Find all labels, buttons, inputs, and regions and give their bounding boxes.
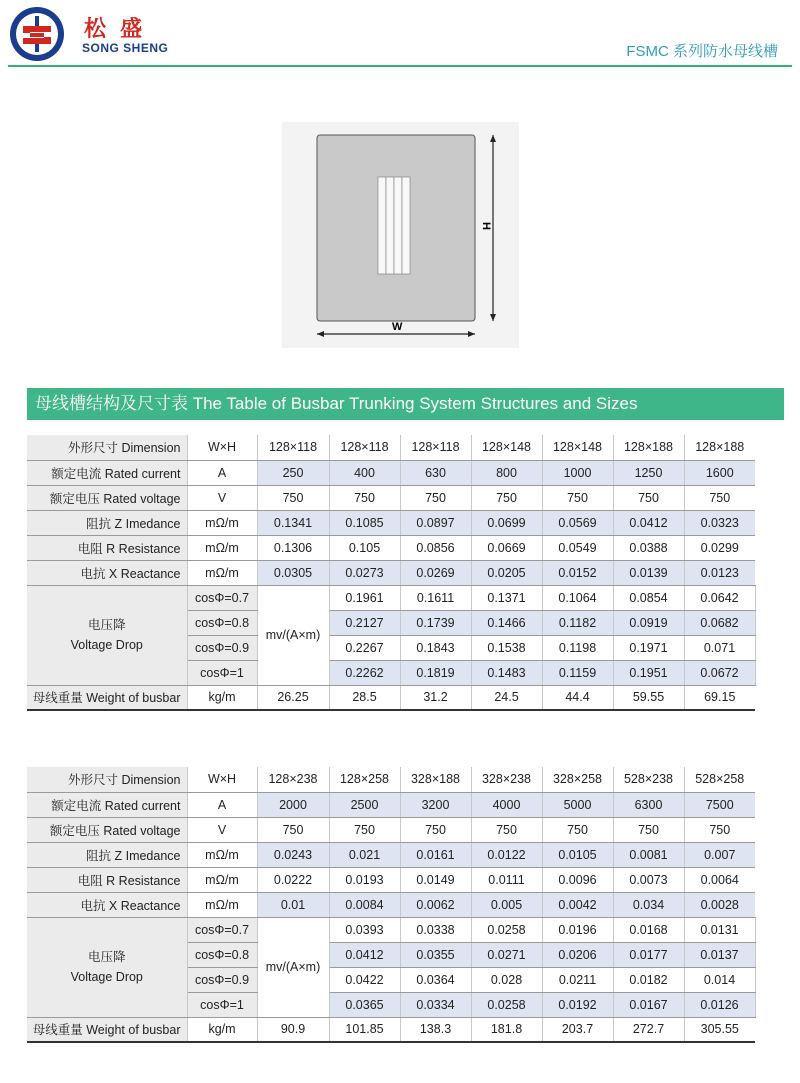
voltage-value: 750 <box>542 817 613 842</box>
voltage-drop-value: 0.0177 <box>613 942 684 967</box>
cos-phi-cos08: cosΦ=0.8 <box>187 610 257 635</box>
voltage-drop-value: 0.014 <box>684 967 755 992</box>
weight-value: 24.5 <box>471 685 542 710</box>
voltage-drop-value: 0.1483 <box>471 660 542 685</box>
voltage-drop-value: 0.0338 <box>400 917 471 942</box>
impedance-value: 0.0323 <box>684 510 755 535</box>
resistance-value: 0.105 <box>329 535 400 560</box>
voltage-drop-value: 0.0412 <box>329 942 400 967</box>
voltage-value: 750 <box>471 817 542 842</box>
unit-reactance: mΩ/m <box>187 560 257 585</box>
voltage-drop-value: 0.0365 <box>329 992 400 1017</box>
height-dimension-label: H <box>480 222 492 230</box>
row-label-weight: 母线重量 Weight of busbar <box>27 685 187 710</box>
row-label-resistance: 电阻 R Resistance <box>27 535 187 560</box>
dimension-value: 128×238 <box>257 767 329 792</box>
impedance-value: 0.0243 <box>257 842 329 867</box>
dimension-value: 328×188 <box>400 767 471 792</box>
impedance-value: 0.1085 <box>329 510 400 535</box>
reactance-value: 0.034 <box>613 892 684 917</box>
reactance-value: 0.0269 <box>400 560 471 585</box>
weight-value: 69.15 <box>684 685 755 710</box>
unit-impedance: mΩ/m <box>187 842 257 867</box>
impedance-value: 0.0897 <box>400 510 471 535</box>
weight-value: 59.55 <box>613 685 684 710</box>
voltage-drop-value: 0.1971 <box>613 635 684 660</box>
voltage-drop-value: 0.0422 <box>329 967 400 992</box>
weight-value: 181.8 <box>471 1017 542 1042</box>
cos-phi-cos07: cosΦ=0.7 <box>187 917 257 942</box>
row-label-dimension: 外形尺寸 Dimension <box>27 767 187 792</box>
dimension-value: 128×188 <box>684 435 755 460</box>
unit-weight: kg/m <box>187 685 257 710</box>
resistance-value: 0.0549 <box>542 535 613 560</box>
impedance-value: 0.0699 <box>471 510 542 535</box>
current-value: 400 <box>329 460 400 485</box>
voltage-drop-value: 0.1819 <box>400 660 471 685</box>
resistance-value: 0.0064 <box>684 867 755 892</box>
voltage-drop-value: 0.0206 <box>542 942 613 967</box>
unit-voltage-drop: mv/(A×m) <box>257 917 329 1017</box>
voltage-drop-value: 0.1538 <box>471 635 542 660</box>
row-label-reactance: 电抗 X Reactance <box>27 560 187 585</box>
voltage-value: 750 <box>257 485 329 510</box>
page-title: FSMC 系列防水母线槽 <box>626 43 778 60</box>
voltage-value: 750 <box>684 485 755 510</box>
unit-current: A <box>187 460 257 485</box>
impedance-value: 0.0161 <box>400 842 471 867</box>
voltage-drop-value: 0.028 <box>471 967 542 992</box>
voltage-drop-value: 0.0271 <box>471 942 542 967</box>
voltage-drop-value: 0.0196 <box>542 917 613 942</box>
impedance-value: 0.0122 <box>471 842 542 867</box>
dimension-value: 528×238 <box>613 767 684 792</box>
current-value: 6300 <box>613 792 684 817</box>
weight-value: 26.25 <box>257 685 329 710</box>
reactance-value: 0.0152 <box>542 560 613 585</box>
reactance-value: 0.0205 <box>471 560 542 585</box>
voltage-drop-value: 0.1198 <box>542 635 613 660</box>
brand-name-en: SONG SHENG <box>82 41 169 55</box>
voltage-drop-value: 0.0131 <box>684 917 755 942</box>
impedance-value: 0.0569 <box>542 510 613 535</box>
impedance-value: 0.0081 <box>613 842 684 867</box>
table-row <box>27 510 755 535</box>
cos-phi-cos08: cosΦ=0.8 <box>187 942 257 967</box>
impedance-value: 0.007 <box>684 842 755 867</box>
voltage-value: 750 <box>257 817 329 842</box>
voltage-drop-value: 0.1371 <box>471 585 542 610</box>
voltage-drop-value: 0.1843 <box>400 635 471 660</box>
row-label-voltage: 额定电压 Rated voltage <box>27 485 187 510</box>
reactance-value: 0.0062 <box>400 892 471 917</box>
reactance-value: 0.005 <box>471 892 542 917</box>
busbar-cross-section-diagram <box>282 122 519 348</box>
unit-voltage: V <box>187 485 257 510</box>
conductor-bar <box>394 177 402 274</box>
row-label-weight: 母线重量 Weight of busbar <box>27 1017 187 1042</box>
voltage-value: 750 <box>400 485 471 510</box>
voltage-drop-value: 0.0682 <box>684 610 755 635</box>
dimension-value: 128×148 <box>471 435 542 460</box>
unit-dimension: W×H <box>187 767 257 792</box>
current-value: 7500 <box>684 792 755 817</box>
voltage-drop-label-cn: 电压降 <box>87 618 126 632</box>
page-header <box>0 0 800 68</box>
current-value: 4000 <box>471 792 542 817</box>
dimension-value: 128×188 <box>613 435 684 460</box>
voltage-drop-value: 0.1961 <box>329 585 400 610</box>
voltage-drop-value: 0.0258 <box>471 917 542 942</box>
voltage-drop-value: 0.0334 <box>400 992 471 1017</box>
current-value: 5000 <box>542 792 613 817</box>
dimension-value: 328×258 <box>542 767 613 792</box>
resistance-value: 0.0856 <box>400 535 471 560</box>
unit-resistance: mΩ/m <box>187 867 257 892</box>
voltage-drop-value: 0.1466 <box>471 610 542 635</box>
header-divider <box>8 65 792 67</box>
width-dimension-label: W <box>392 321 403 333</box>
voltage-value: 750 <box>542 485 613 510</box>
voltage-drop-value: 0.1064 <box>542 585 613 610</box>
row-label-impedance: 阻抗 Z Imedance <box>27 510 187 535</box>
voltage-value: 750 <box>329 485 400 510</box>
resistance-value: 0.1306 <box>257 535 329 560</box>
unit-current: A <box>187 792 257 817</box>
conductor-bar <box>402 177 410 274</box>
resistance-value: 0.0299 <box>684 535 755 560</box>
voltage-drop-value: 0.0137 <box>684 942 755 967</box>
impedance-value: 0.0412 <box>613 510 684 535</box>
weight-value: 31.2 <box>400 685 471 710</box>
resistance-value: 0.0073 <box>613 867 684 892</box>
reactance-value: 0.0273 <box>329 560 400 585</box>
weight-value: 138.3 <box>400 1017 471 1042</box>
voltage-drop-value: 0.071 <box>684 635 755 660</box>
weight-value: 44.4 <box>542 685 613 710</box>
resistance-value: 0.0193 <box>329 867 400 892</box>
table-row <box>27 685 755 710</box>
dimension-value: 128×258 <box>329 767 400 792</box>
row-label-reactance: 电抗 X Reactance <box>27 892 187 917</box>
voltage-drop-value: 0.0393 <box>329 917 400 942</box>
reactance-value: 0.0139 <box>613 560 684 585</box>
row-label-voltage: 额定电压 Rated voltage <box>27 817 187 842</box>
dimension-value: 328×238 <box>471 767 542 792</box>
resistance-value: 0.0111 <box>471 867 542 892</box>
table-row <box>27 535 755 560</box>
impedance-value: 0.0105 <box>542 842 613 867</box>
cos-phi-cos07: cosΦ=0.7 <box>187 585 257 610</box>
voltage-drop-value: 0.2267 <box>329 635 400 660</box>
resistance-value: 0.0388 <box>613 535 684 560</box>
dimension-value: 528×258 <box>684 767 755 792</box>
weight-value: 272.7 <box>613 1017 684 1042</box>
row-label-impedance: 阻抗 Z Imedance <box>27 842 187 867</box>
conductor-bar <box>386 177 394 274</box>
unit-dimension: W×H <box>187 435 257 460</box>
resistance-value: 0.0222 <box>257 867 329 892</box>
table-row <box>27 767 755 792</box>
voltage-value: 750 <box>471 485 542 510</box>
row-label-current: 额定电流 Rated current <box>27 792 187 817</box>
weight-value: 101.85 <box>329 1017 400 1042</box>
resistance-value: 0.0669 <box>471 535 542 560</box>
cos-phi-cos09: cosΦ=0.9 <box>187 635 257 660</box>
current-value: 3200 <box>400 792 471 817</box>
dimension-value: 128×118 <box>257 435 329 460</box>
dimension-value: 128×148 <box>542 435 613 460</box>
voltage-drop-label-en: Voltage Drop <box>70 638 143 652</box>
voltage-drop-value: 0.0919 <box>613 610 684 635</box>
unit-weight: kg/m <box>187 1017 257 1042</box>
reactance-value: 0.0042 <box>542 892 613 917</box>
table-row <box>27 1017 755 1042</box>
weight-value: 28.5 <box>329 685 400 710</box>
table-row <box>27 842 755 867</box>
voltage-drop-value: 0.0642 <box>684 585 755 610</box>
conductor-bar <box>378 177 386 274</box>
weight-value: 90.9 <box>257 1017 329 1042</box>
voltage-drop-value: 0.0182 <box>613 967 684 992</box>
cos-phi-cos1: cosΦ=1 <box>187 992 257 1017</box>
unit-voltage: V <box>187 817 257 842</box>
voltage-drop-label-cn: 电压降 <box>87 950 126 964</box>
unit-resistance: mΩ/m <box>187 535 257 560</box>
current-value: 2000 <box>257 792 329 817</box>
voltage-drop-value: 0.1159 <box>542 660 613 685</box>
brand-name-cn: 松 盛 <box>84 16 147 41</box>
song-sheng-logo-mark <box>8 5 66 63</box>
spec-table-1 <box>27 435 755 711</box>
reactance-value: 0.0028 <box>684 892 755 917</box>
current-value: 250 <box>257 460 329 485</box>
table-row <box>27 917 755 942</box>
voltage-value: 750 <box>613 817 684 842</box>
voltage-drop-label-en: Voltage Drop <box>70 970 143 984</box>
current-value: 1000 <box>542 460 613 485</box>
cos-phi-cos09: cosΦ=0.9 <box>187 967 257 992</box>
dimension-value: 128×118 <box>329 435 400 460</box>
unit-impedance: mΩ/m <box>187 510 257 535</box>
current-value: 800 <box>471 460 542 485</box>
table-row <box>27 435 755 460</box>
current-value: 2500 <box>329 792 400 817</box>
reactance-value: 0.0084 <box>329 892 400 917</box>
unit-voltage-drop: mv/(A×m) <box>257 585 329 685</box>
reactance-value: 0.01 <box>257 892 329 917</box>
voltage-drop-value: 0.0192 <box>542 992 613 1017</box>
voltage-drop-label <box>27 585 187 685</box>
voltage-drop-value: 0.0211 <box>542 967 613 992</box>
row-label-dimension: 外形尺寸 Dimension <box>27 435 187 460</box>
weight-value: 203.7 <box>542 1017 613 1042</box>
table-row <box>27 585 755 610</box>
voltage-drop-value: 0.0364 <box>400 967 471 992</box>
table-row <box>27 817 755 842</box>
row-label-resistance: 电阻 R Resistance <box>27 867 187 892</box>
voltage-value: 750 <box>684 817 755 842</box>
impedance-value: 0.021 <box>329 842 400 867</box>
table-row <box>27 485 755 510</box>
voltage-drop-label <box>27 917 187 1017</box>
resistance-value: 0.0096 <box>542 867 613 892</box>
voltage-drop-value: 0.1611 <box>400 585 471 610</box>
cos-phi-cos1: cosΦ=1 <box>187 660 257 685</box>
reactance-value: 0.0305 <box>257 560 329 585</box>
voltage-drop-value: 0.1951 <box>613 660 684 685</box>
table-row <box>27 892 755 917</box>
voltage-value: 750 <box>329 817 400 842</box>
table-row <box>27 460 755 485</box>
row-label-current: 额定电流 Rated current <box>27 460 187 485</box>
spec-table-2 <box>27 767 755 1043</box>
voltage-drop-value: 0.1739 <box>400 610 471 635</box>
voltage-drop-value: 0.2127 <box>329 610 400 635</box>
voltage-drop-value: 0.1182 <box>542 610 613 635</box>
current-value: 630 <box>400 460 471 485</box>
table-row <box>27 792 755 817</box>
dimension-value: 128×118 <box>400 435 471 460</box>
voltage-value: 750 <box>400 817 471 842</box>
weight-value: 305.55 <box>684 1017 755 1042</box>
resistance-value: 0.0149 <box>400 867 471 892</box>
current-value: 1600 <box>684 460 755 485</box>
impedance-value: 0.1341 <box>257 510 329 535</box>
voltage-drop-value: 0.0168 <box>613 917 684 942</box>
section-title-bar: 母线槽结构及尺寸表 The Table of Busbar Trunking System Structures and Sizes <box>27 388 784 420</box>
voltage-drop-value: 0.2262 <box>329 660 400 685</box>
current-value: 1250 <box>613 460 684 485</box>
table-row <box>27 867 755 892</box>
voltage-drop-value: 0.0258 <box>471 992 542 1017</box>
voltage-drop-value: 0.0672 <box>684 660 755 685</box>
voltage-value: 750 <box>613 485 684 510</box>
voltage-drop-value: 0.0854 <box>613 585 684 610</box>
voltage-drop-value: 0.0126 <box>684 992 755 1017</box>
voltage-drop-value: 0.0355 <box>400 942 471 967</box>
table-row <box>27 560 755 585</box>
unit-reactance: mΩ/m <box>187 892 257 917</box>
voltage-drop-value: 0.0167 <box>613 992 684 1017</box>
reactance-value: 0.0123 <box>684 560 755 585</box>
